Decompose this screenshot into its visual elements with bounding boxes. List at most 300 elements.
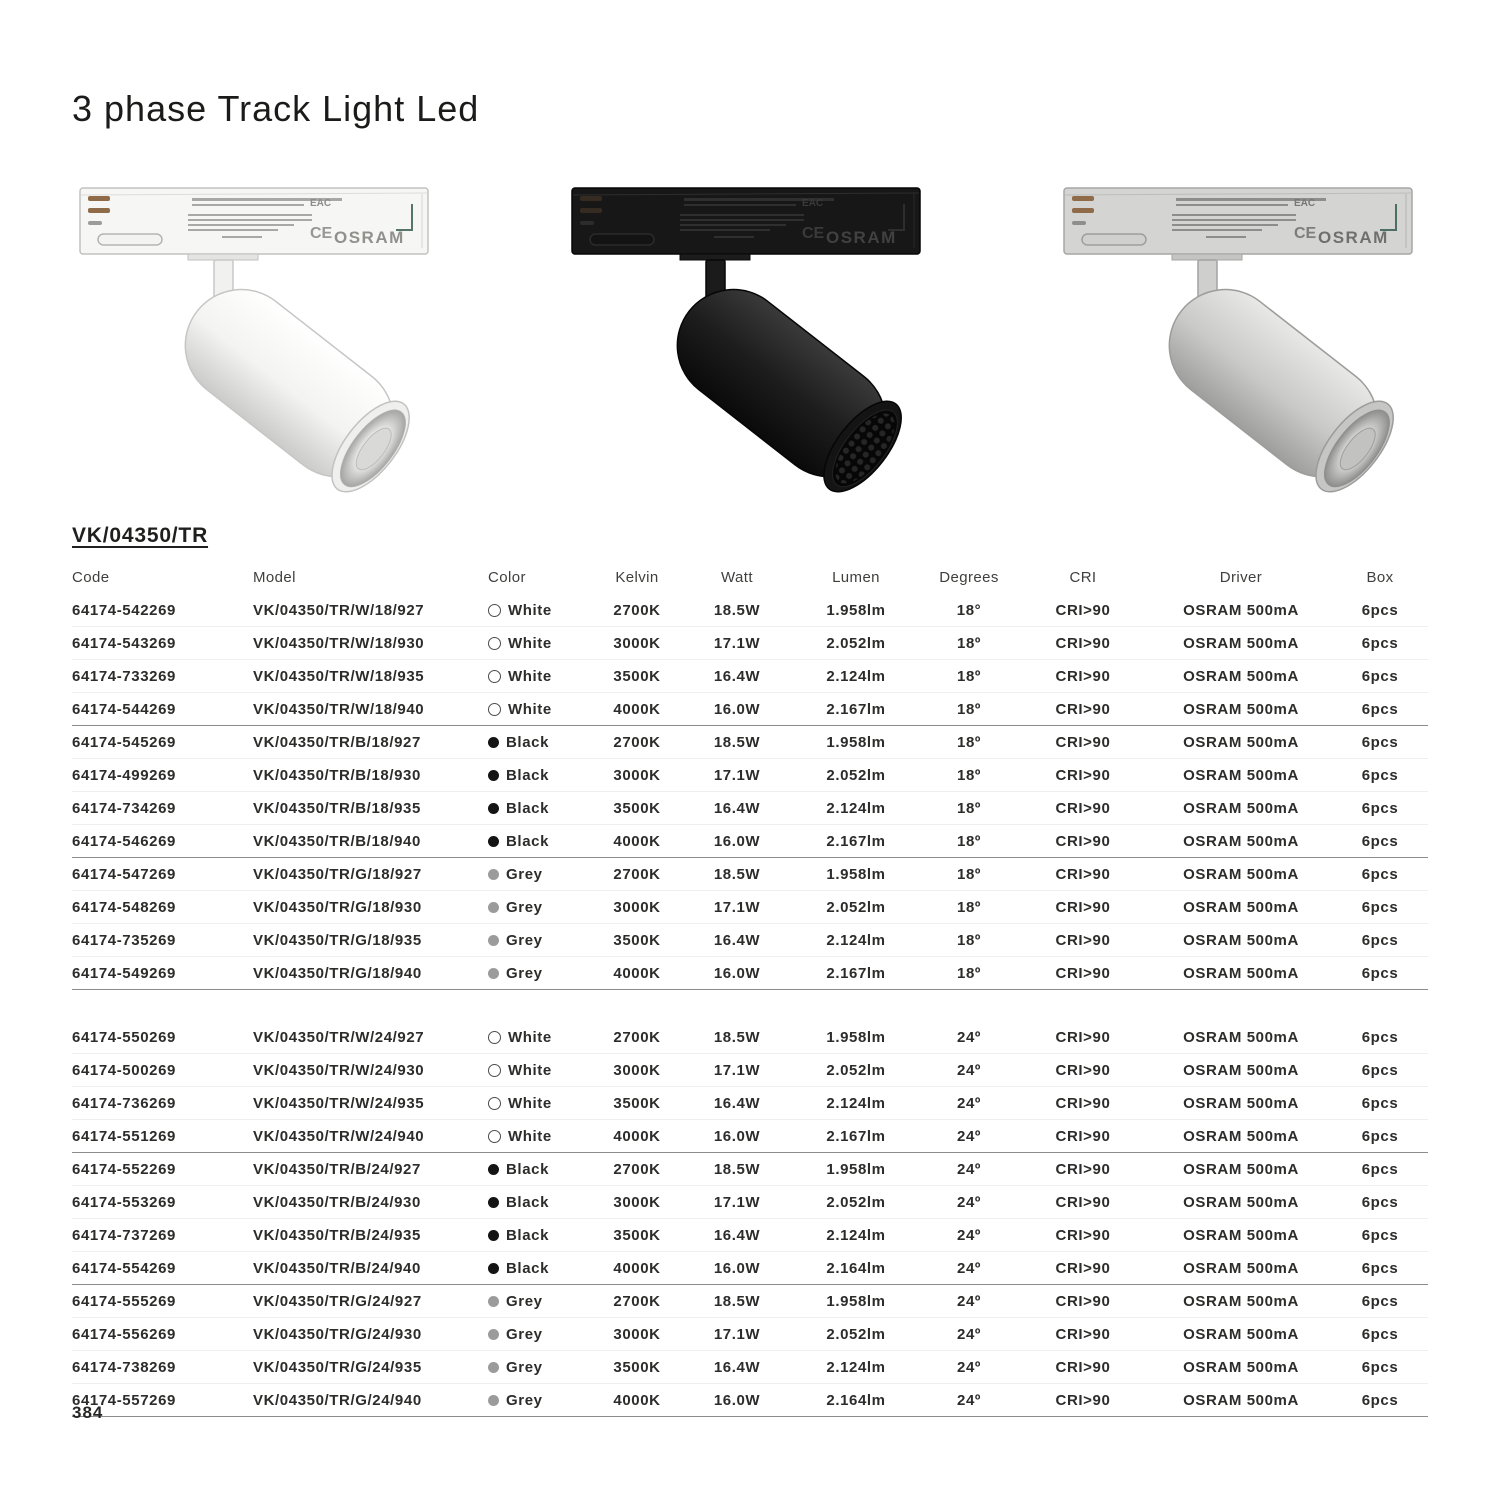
cell-model: VK/04350/TR/G/18/930 xyxy=(253,898,422,916)
cell-kelvin: 3000K xyxy=(613,1061,661,1079)
cell-kelvin: 3500K xyxy=(613,1358,661,1376)
color-dot-icon xyxy=(488,902,499,913)
column-header-degrees: Degrees xyxy=(939,568,999,586)
cell-cri: CRI>90 xyxy=(1055,1358,1111,1376)
cell-degrees: 24º xyxy=(957,1127,981,1145)
cell-watt: 16.0W xyxy=(713,1127,761,1145)
cell-watt: 17.1W xyxy=(713,634,761,652)
cell-degrees: 24º xyxy=(957,1061,981,1079)
table-row xyxy=(72,1120,1428,1153)
cell-model: VK/04350/TR/G/18/935 xyxy=(253,931,422,949)
cell-driver: OSRAM 500mA xyxy=(1183,799,1299,817)
cell-lumen: 2.124lm xyxy=(826,1226,886,1244)
cell-watt: 17.1W xyxy=(713,898,761,916)
cell-degrees: 24º xyxy=(957,1325,981,1343)
cell-color xyxy=(488,635,590,652)
cell-code: 64174-555269 xyxy=(72,1292,176,1310)
cell-model: VK/04350/TR/W/18/940 xyxy=(253,700,425,718)
table-row xyxy=(72,1384,1428,1417)
ce-mark: CE xyxy=(1294,225,1317,242)
cell-color xyxy=(488,1128,590,1145)
cell-driver: OSRAM 500mA xyxy=(1183,733,1299,751)
cell-box: 6pcs xyxy=(1361,1094,1399,1112)
color-dot-icon xyxy=(488,935,499,946)
cell-color xyxy=(488,833,590,850)
cell-code: 64174-738269 xyxy=(72,1358,176,1376)
color-dot-icon xyxy=(488,1263,499,1274)
color-dot-icon xyxy=(488,1097,501,1110)
cell-driver: OSRAM 500mA xyxy=(1183,832,1299,850)
cell-watt: 16.0W xyxy=(713,700,761,718)
cell-driver: OSRAM 500mA xyxy=(1183,667,1299,685)
cell-driver: OSRAM 500mA xyxy=(1183,1127,1299,1145)
eac-mark: EAC xyxy=(310,198,332,209)
cell-degrees: 18º xyxy=(957,931,981,949)
eac-mark: EAC xyxy=(1294,198,1316,209)
cell-degrees: 18º xyxy=(957,733,981,751)
table-row xyxy=(72,1087,1428,1120)
cell-kelvin: 4000K xyxy=(613,1391,661,1409)
cell-box: 6pcs xyxy=(1361,1193,1399,1211)
table-row xyxy=(72,759,1428,792)
cell-watt: 16.0W xyxy=(713,1259,761,1277)
cell-watt: 18.5W xyxy=(713,1292,761,1310)
cell-kelvin: 3500K xyxy=(613,799,661,817)
ce-mark: CE xyxy=(802,225,825,242)
table-header xyxy=(72,560,1428,594)
cell-kelvin: 4000K xyxy=(613,700,661,718)
cell-cri: CRI>90 xyxy=(1055,1160,1111,1178)
color-dot-icon xyxy=(488,869,499,880)
color-label: White xyxy=(508,1061,552,1079)
adapter-plate xyxy=(188,254,258,260)
spot-head xyxy=(655,267,917,500)
color-dot-icon xyxy=(488,770,499,781)
cell-model: VK/04350/TR/B/18/935 xyxy=(253,799,421,817)
track-contact xyxy=(88,196,110,201)
cell-lumen: 2.167lm xyxy=(826,1127,886,1145)
cell-cri: CRI>90 xyxy=(1055,964,1111,982)
cell-driver: OSRAM 500mA xyxy=(1183,1391,1299,1409)
cell-driver: OSRAM 500mA xyxy=(1183,601,1299,619)
cell-box: 6pcs xyxy=(1361,1259,1399,1277)
cell-code: 64174-544269 xyxy=(72,700,176,718)
cell-code: 64174-549269 xyxy=(72,964,176,982)
table-row xyxy=(72,1054,1428,1087)
cell-lumen: 2.052lm xyxy=(826,766,886,784)
cell-watt: 16.4W xyxy=(713,931,761,949)
color-dot-icon xyxy=(488,637,501,650)
color-dot-icon xyxy=(488,1064,501,1077)
cell-box: 6pcs xyxy=(1361,1325,1399,1343)
cell-watt: 18.5W xyxy=(713,1160,761,1178)
cell-box: 6pcs xyxy=(1361,634,1399,652)
cell-lumen: 1.958lm xyxy=(826,1160,886,1178)
color-label: Grey xyxy=(506,931,543,949)
cell-degrees: 24º xyxy=(957,1160,981,1178)
cell-box: 6pcs xyxy=(1361,1061,1399,1079)
cell-box: 6pcs xyxy=(1361,1358,1399,1376)
cell-color xyxy=(488,1062,590,1079)
cell-driver: OSRAM 500mA xyxy=(1183,1193,1299,1211)
cell-lumen: 2.052lm xyxy=(826,898,886,916)
cell-cri: CRI>90 xyxy=(1055,1193,1111,1211)
track-contact xyxy=(580,196,602,201)
color-label: Black xyxy=(506,766,550,784)
cell-watt: 16.4W xyxy=(713,1226,761,1244)
cell-lumen: 2.124lm xyxy=(826,1358,886,1376)
spot-head xyxy=(163,267,425,500)
cell-lumen: 2.052lm xyxy=(826,634,886,652)
cell-degrees: 24º xyxy=(957,1094,981,1112)
cell-cri: CRI>90 xyxy=(1055,667,1111,685)
color-dot-icon xyxy=(488,1362,499,1373)
product-image-track-light-black xyxy=(564,168,936,500)
table-row xyxy=(72,924,1428,957)
column-header-driver: Driver xyxy=(1219,568,1263,586)
cell-color xyxy=(488,800,590,817)
color-label: Grey xyxy=(506,964,543,982)
cell-watt: 16.4W xyxy=(713,1094,761,1112)
color-label: Grey xyxy=(506,1358,543,1376)
color-dot-icon xyxy=(488,1164,499,1175)
cell-cri: CRI>90 xyxy=(1055,1028,1111,1046)
color-dot-icon xyxy=(488,737,499,748)
cell-box: 6pcs xyxy=(1361,832,1399,850)
column-header-box: Box xyxy=(1366,568,1394,586)
cell-model: VK/04350/TR/W/24/940 xyxy=(253,1127,425,1145)
cell-box: 6pcs xyxy=(1361,964,1399,982)
color-dot-icon xyxy=(488,1296,499,1307)
cell-degrees: 24º xyxy=(957,1391,981,1409)
cell-cri: CRI>90 xyxy=(1055,766,1111,784)
table-body xyxy=(72,594,1428,1417)
color-label: Grey xyxy=(506,1292,543,1310)
cell-box: 6pcs xyxy=(1361,799,1399,817)
cell-cri: CRI>90 xyxy=(1055,865,1111,883)
column-header-kelvin: Kelvin xyxy=(615,568,659,586)
cell-degrees: 18º xyxy=(957,700,981,718)
cell-color xyxy=(488,1260,590,1277)
cell-driver: OSRAM 500mA xyxy=(1183,898,1299,916)
cell-box: 6pcs xyxy=(1361,667,1399,685)
cell-kelvin: 2700K xyxy=(613,601,661,619)
color-dot-icon xyxy=(488,703,501,716)
adapter-plate xyxy=(1172,254,1242,260)
cell-cri: CRI>90 xyxy=(1055,733,1111,751)
spot-head xyxy=(1147,267,1409,500)
cell-kelvin: 2700K xyxy=(613,1028,661,1046)
cell-kelvin: 2700K xyxy=(613,1292,661,1310)
cell-kelvin: 3000K xyxy=(613,634,661,652)
cell-cri: CRI>90 xyxy=(1055,799,1111,817)
cell-lumen: 2.124lm xyxy=(826,799,886,817)
table-row xyxy=(72,660,1428,693)
cell-code: 64174-735269 xyxy=(72,931,176,949)
cell-driver: OSRAM 500mA xyxy=(1183,1325,1299,1343)
cell-driver: OSRAM 500mA xyxy=(1183,1160,1299,1178)
color-dot-icon xyxy=(488,1197,499,1208)
cell-cri: CRI>90 xyxy=(1055,898,1111,916)
cell-kelvin: 3500K xyxy=(613,931,661,949)
product-image-track-light-white xyxy=(72,168,444,500)
cell-kelvin: 3000K xyxy=(613,1193,661,1211)
cell-color xyxy=(488,1326,590,1343)
cell-driver: OSRAM 500mA xyxy=(1183,1094,1299,1112)
cell-watt: 16.4W xyxy=(713,799,761,817)
cell-degrees: 18º xyxy=(957,799,981,817)
cell-driver: OSRAM 500mA xyxy=(1183,1292,1299,1310)
cell-driver: OSRAM 500mA xyxy=(1183,700,1299,718)
table-row xyxy=(72,693,1428,726)
table-row xyxy=(72,594,1428,627)
cell-driver: OSRAM 500mA xyxy=(1183,766,1299,784)
cell-lumen: 1.958lm xyxy=(826,601,886,619)
cell-box: 6pcs xyxy=(1361,931,1399,949)
color-dot-icon xyxy=(488,803,499,814)
cell-box: 6pcs xyxy=(1361,601,1399,619)
table-row xyxy=(72,1318,1428,1351)
cell-lumen: 2.167lm xyxy=(826,964,886,982)
adapter-plate xyxy=(680,254,750,260)
cell-kelvin: 4000K xyxy=(613,1127,661,1145)
page-title: 3 phase Track Light Led xyxy=(72,88,480,129)
cell-cri: CRI>90 xyxy=(1055,1127,1111,1145)
cell-model: VK/04350/TR/W/24/930 xyxy=(253,1061,425,1079)
color-label: Grey xyxy=(506,865,543,883)
cell-lumen: 2.164lm xyxy=(826,1259,886,1277)
cell-cri: CRI>90 xyxy=(1055,601,1111,619)
cell-code: 64174-551269 xyxy=(72,1127,176,1145)
cell-model: VK/04350/TR/B/24/940 xyxy=(253,1259,421,1277)
driver-box xyxy=(1064,188,1412,254)
cell-code: 64174-545269 xyxy=(72,733,176,751)
cell-watt: 16.0W xyxy=(713,832,761,850)
cell-cri: CRI>90 xyxy=(1055,1391,1111,1409)
cell-lumen: 1.958lm xyxy=(826,865,886,883)
eac-mark: EAC xyxy=(802,198,824,209)
column-header-color: Color xyxy=(488,568,526,586)
cell-degrees: 24º xyxy=(957,1358,981,1376)
color-dot-icon xyxy=(488,670,501,683)
cell-code: 64174-733269 xyxy=(72,667,176,685)
cell-model: VK/04350/TR/B/18/940 xyxy=(253,832,421,850)
cell-kelvin: 2700K xyxy=(613,865,661,883)
cell-color xyxy=(488,1392,590,1409)
cell-watt: 18.5W xyxy=(713,733,761,751)
cell-code: 64174-553269 xyxy=(72,1193,176,1211)
track-contact xyxy=(1072,208,1094,213)
column-header-lumen: Lumen xyxy=(832,568,880,586)
cell-lumen: 2.167lm xyxy=(826,832,886,850)
cell-box: 6pcs xyxy=(1361,766,1399,784)
cell-model: VK/04350/TR/B/24/930 xyxy=(253,1193,421,1211)
cell-watt: 17.1W xyxy=(713,766,761,784)
column-header-model: Model xyxy=(253,568,296,586)
cell-lumen: 2.124lm xyxy=(826,931,886,949)
cell-model: VK/04350/TR/W/18/927 xyxy=(253,601,425,619)
color-label: White xyxy=(508,1028,552,1046)
cell-kelvin: 4000K xyxy=(613,964,661,982)
table-row xyxy=(72,627,1428,660)
cell-model: VK/04350/TR/W/18/930 xyxy=(253,634,425,652)
cell-watt: 16.4W xyxy=(713,1358,761,1376)
osram-logo: OSRAM xyxy=(1318,228,1389,247)
cell-cri: CRI>90 xyxy=(1055,1061,1111,1079)
cell-code: 64174-542269 xyxy=(72,601,176,619)
cell-code: 64174-547269 xyxy=(72,865,176,883)
cell-driver: OSRAM 500mA xyxy=(1183,1259,1299,1277)
cell-degrees: 18º xyxy=(957,634,981,652)
cell-lumen: 2.124lm xyxy=(826,1094,886,1112)
cell-degrees: 18º xyxy=(957,832,981,850)
color-label: Black xyxy=(506,1193,550,1211)
cell-cri: CRI>90 xyxy=(1055,931,1111,949)
cell-driver: OSRAM 500mA xyxy=(1183,931,1299,949)
table-row xyxy=(72,891,1428,924)
cell-degrees: 18º xyxy=(957,865,981,883)
table-row xyxy=(72,1153,1428,1186)
cell-box: 6pcs xyxy=(1361,700,1399,718)
cell-kelvin: 3000K xyxy=(613,898,661,916)
cell-lumen: 2.167lm xyxy=(826,700,886,718)
cell-color xyxy=(488,701,590,718)
cell-kelvin: 4000K xyxy=(613,832,661,850)
color-label: Grey xyxy=(506,898,543,916)
color-label: Black xyxy=(506,1226,550,1244)
cell-driver: OSRAM 500mA xyxy=(1183,634,1299,652)
table-row xyxy=(72,1186,1428,1219)
cell-code: 64174-734269 xyxy=(72,799,176,817)
color-dot-icon xyxy=(488,1230,499,1241)
cell-code: 64174-554269 xyxy=(72,1259,176,1277)
cell-lumen: 1.958lm xyxy=(826,733,886,751)
cell-lumen: 2.052lm xyxy=(826,1193,886,1211)
cell-color xyxy=(488,932,590,949)
cell-lumen: 1.958lm xyxy=(826,1292,886,1310)
cell-degrees: 24º xyxy=(957,1226,981,1244)
cell-watt: 16.0W xyxy=(713,1391,761,1409)
table-row xyxy=(72,726,1428,759)
cell-degrees: 18º xyxy=(957,964,981,982)
cell-model: VK/04350/TR/G/24/940 xyxy=(253,1391,422,1409)
cell-kelvin: 3000K xyxy=(613,1325,661,1343)
cell-lumen: 2.052lm xyxy=(826,1325,886,1343)
cell-driver: OSRAM 500mA xyxy=(1183,964,1299,982)
cell-kelvin: 2700K xyxy=(613,733,661,751)
driver-box xyxy=(572,188,920,254)
color-label: Black xyxy=(506,1259,550,1277)
cell-cri: CRI>90 xyxy=(1055,700,1111,718)
cell-cri: CRI>90 xyxy=(1055,832,1111,850)
cell-cri: CRI>90 xyxy=(1055,634,1111,652)
table-row xyxy=(72,957,1428,990)
cell-model: VK/04350/TR/G/24/927 xyxy=(253,1292,422,1310)
cell-code: 64174-546269 xyxy=(72,832,176,850)
osram-logo: OSRAM xyxy=(826,228,897,247)
cell-watt: 18.5W xyxy=(713,1028,761,1046)
table-row xyxy=(72,1351,1428,1384)
cell-model: VK/04350/TR/W/24/927 xyxy=(253,1028,425,1046)
table-row xyxy=(72,1285,1428,1318)
color-label: Black xyxy=(506,733,550,751)
driver-box xyxy=(80,188,428,254)
cell-watt: 16.4W xyxy=(713,667,761,685)
color-label: Black xyxy=(506,832,550,850)
cell-model: VK/04350/TR/B/18/930 xyxy=(253,766,421,784)
ce-mark: CE xyxy=(310,225,333,242)
cell-watt: 17.1W xyxy=(713,1325,761,1343)
cell-model: VK/04350/TR/B/18/927 xyxy=(253,733,421,751)
cell-kelvin: 3500K xyxy=(613,1094,661,1112)
column-header-watt: Watt xyxy=(721,568,753,586)
cell-color xyxy=(488,1359,590,1376)
cell-degrees: 24º xyxy=(957,1259,981,1277)
color-label: Black xyxy=(506,799,550,817)
product-images-row xyxy=(72,168,1428,500)
color-label: White xyxy=(508,1094,552,1112)
cell-model: VK/04350/TR/G/18/940 xyxy=(253,964,422,982)
table-row xyxy=(72,1219,1428,1252)
color-dot-icon xyxy=(488,1329,499,1340)
cell-watt: 18.5W xyxy=(713,601,761,619)
cell-box: 6pcs xyxy=(1361,898,1399,916)
color-dot-icon xyxy=(488,836,499,847)
cell-code: 64174-548269 xyxy=(72,898,176,916)
cell-cri: CRI>90 xyxy=(1055,1259,1111,1277)
cell-lumen: 2.164lm xyxy=(826,1391,886,1409)
track-contact xyxy=(1072,196,1094,201)
cell-color xyxy=(488,668,590,685)
cell-color xyxy=(488,1029,590,1046)
cell-cri: CRI>90 xyxy=(1055,1292,1111,1310)
cell-driver: OSRAM 500mA xyxy=(1183,1061,1299,1079)
cell-box: 6pcs xyxy=(1361,1226,1399,1244)
cell-degrees: 18º xyxy=(957,667,981,685)
cell-box: 6pcs xyxy=(1361,1391,1399,1409)
cell-code: 64174-556269 xyxy=(72,1325,176,1343)
cell-code: 64174-736269 xyxy=(72,1094,176,1112)
cell-degrees: 18° xyxy=(956,601,982,619)
cell-kelvin: 3500K xyxy=(613,667,661,685)
cell-lumen: 2.124lm xyxy=(826,667,886,685)
cell-color xyxy=(488,1095,590,1112)
cell-color xyxy=(488,734,590,751)
table-row xyxy=(72,858,1428,891)
cell-color xyxy=(488,767,590,784)
cell-kelvin: 4000K xyxy=(613,1259,661,1277)
page-number: 384 xyxy=(72,1403,104,1422)
cell-box: 6pcs xyxy=(1361,1028,1399,1046)
color-label: White xyxy=(508,634,552,652)
cell-kelvin: 3000K xyxy=(613,766,661,784)
cell-degrees: 18º xyxy=(957,766,981,784)
family-code-heading: VK/04350/TR xyxy=(72,524,209,547)
cell-color xyxy=(488,866,590,883)
cell-lumen: 2.052lm xyxy=(826,1061,886,1079)
column-header-cri: CRI xyxy=(1069,568,1097,586)
cell-color xyxy=(488,1227,590,1244)
cell-model: VK/04350/TR/B/24/927 xyxy=(253,1160,421,1178)
spec-table xyxy=(72,560,1428,1417)
color-dot-icon xyxy=(488,1395,499,1406)
cell-cri: CRI>90 xyxy=(1055,1094,1111,1112)
color-dot-icon xyxy=(488,604,501,617)
color-label: Black xyxy=(506,1160,550,1178)
cell-color xyxy=(488,1194,590,1211)
cell-code: 64174-499269 xyxy=(72,766,176,784)
cell-kelvin: 2700K xyxy=(613,1160,661,1178)
